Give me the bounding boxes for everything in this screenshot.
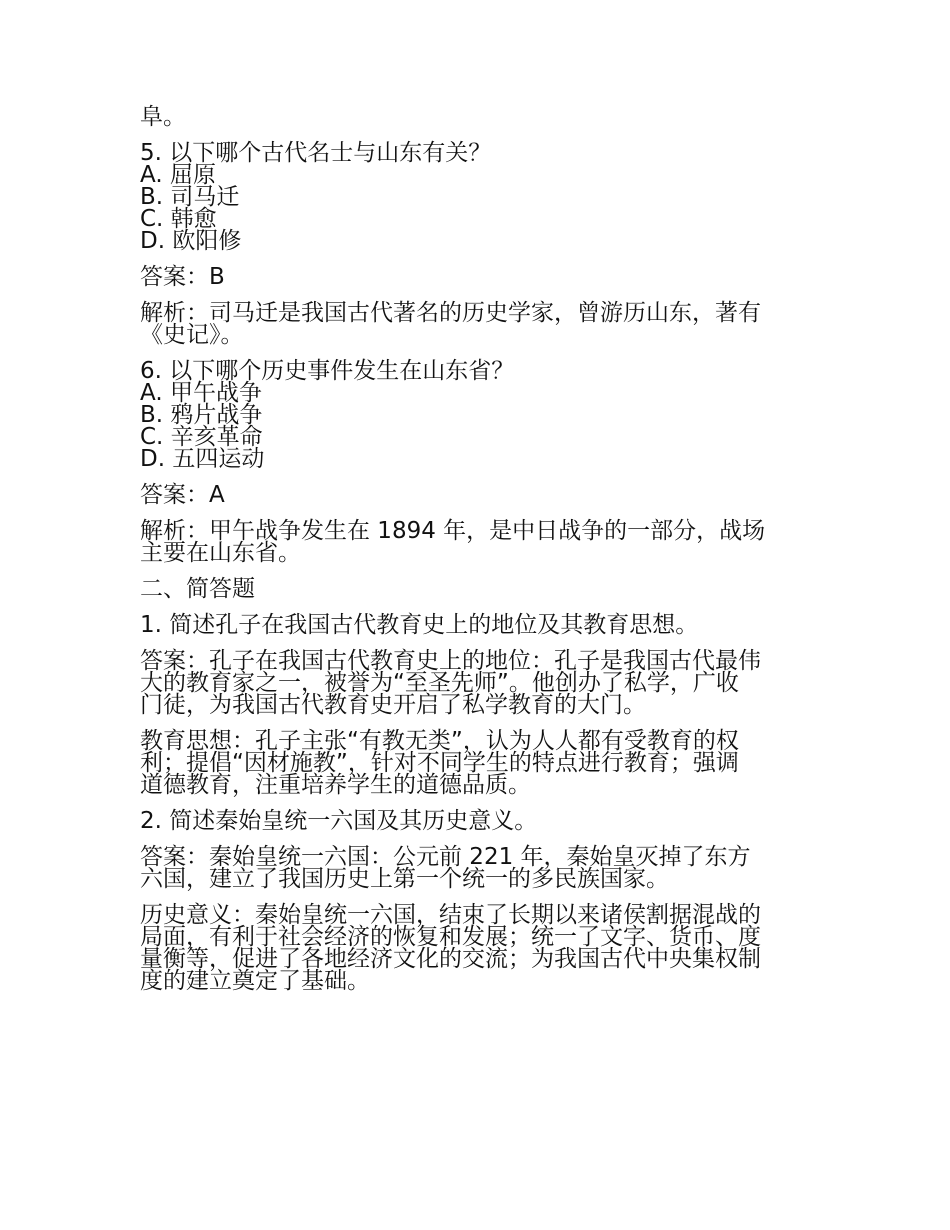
option-d: D. 五四运动 — [140, 446, 265, 472]
option-c: C. 辛亥革命 — [140, 424, 263, 450]
text-line: 主要在山东省。 — [140, 540, 301, 566]
answer-5 — [140, 266, 812, 288]
text-line: 二、简答题 — [140, 576, 255, 602]
text-line: 历史意义：秦始皇统一六国，结束了长期以来诸侯割据混战的 — [140, 902, 761, 928]
short-answer-1-thought — [140, 730, 812, 796]
answer-6 — [140, 484, 812, 506]
option-b: B. 司马迁 — [140, 184, 240, 210]
text-line: 门徒，为我国古代教育史开启了私学教育的大门。 — [140, 692, 646, 718]
question-stem: 6. 以下哪个历史事件发生在山东省？ — [140, 358, 515, 384]
text-line: 六国，建立了我国历史上第一个统一的多民族国家。 — [140, 866, 669, 892]
text-line: 量衡等，促进了各地经济文化的交流；为我国古代中央集权制 — [140, 946, 761, 972]
option-a: A. 甲午战争 — [140, 380, 262, 406]
short-answer-2-significance — [140, 904, 812, 992]
question-5 — [140, 142, 812, 252]
document-page — [140, 106, 812, 1006]
explanation-6 — [140, 520, 812, 564]
text-line: 《史记》。 — [140, 322, 244, 348]
text-line: 解析：司马迁是我国古代著名的历史学家，曾游历山东，著有 — [140, 300, 761, 326]
text-line: 答案：孔子在我国古代教育史上的地位：孔子是我国古代最伟 — [140, 648, 761, 674]
text-line: 阜。 — [140, 104, 186, 130]
text-line: 局面，有利于社会经济的恢复和发展；统一了文字、货币、度 — [140, 924, 761, 950]
option-b: B. 鸦片战争 — [140, 402, 263, 428]
text-line: 答案：秦始皇统一六国：公元前 221 年，秦始皇灭掉了东方 — [140, 844, 751, 870]
question-6 — [140, 360, 812, 470]
option-a: A. 屈原 — [140, 162, 216, 188]
short-question-1 — [140, 614, 812, 636]
short-answer-1-status — [140, 650, 812, 716]
explanation-5 — [140, 302, 812, 346]
short-answer-2-unification — [140, 846, 812, 890]
text-line: 道德教育，注重培养学生的道德品质。 — [140, 772, 531, 798]
text-line: 教育思想：孔子主张“有教无类”，认为人人都有受教育的权 — [140, 728, 739, 754]
text-line: 利；提倡“因材施教”，针对不同学生的特点进行教育；强调 — [140, 750, 739, 776]
paragraph-fragment — [140, 106, 812, 128]
section-heading — [140, 578, 812, 600]
text-line: 度的建立奠定了基础。 — [140, 968, 370, 994]
text-line: 答案：A — [140, 482, 225, 508]
text-line: 解析：甲午战争发生在 1894 年，是中日战争的一部分，战场 — [140, 518, 766, 544]
option-c: C. 韩愈 — [140, 206, 217, 232]
text-line: 2. 简述秦始皇统一六国及其历史意义。 — [140, 808, 538, 834]
option-d: D. 欧阳修 — [140, 228, 242, 254]
text-line: 大的教育家之一，被誉为“至圣先师”。他创办了私学，广收 — [140, 670, 739, 696]
question-stem: 5. 以下哪个古代名士与山东有关？ — [140, 140, 492, 166]
short-question-2 — [140, 810, 812, 832]
text-line: 1. 简述孔子在我国古代教育史上的地位及其教育思想。 — [140, 612, 699, 638]
text-line: 答案：B — [140, 264, 225, 290]
